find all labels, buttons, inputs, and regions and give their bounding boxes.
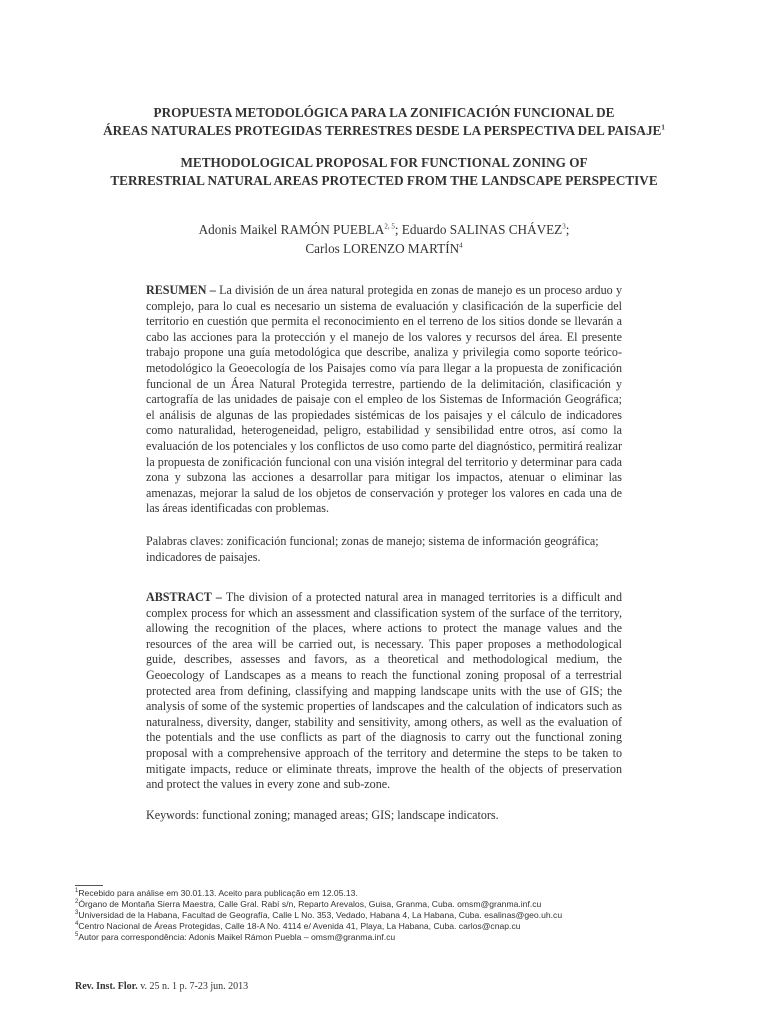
author-3-name: Carlos LORENZO MARTÍN xyxy=(305,241,460,256)
footnote-mark: 5 xyxy=(75,932,79,939)
footnotes xyxy=(75,888,695,943)
footnote-4 xyxy=(75,921,695,932)
author-line-1 xyxy=(60,220,708,239)
title-english xyxy=(60,154,708,190)
footnote-divider xyxy=(75,885,103,886)
footnote-1 xyxy=(75,888,695,899)
footnote-text: Universidad de la Habana, Facultad de Geografía, Calle L No. 353, Vedado, Habana 4, La Habana, Cuba. esalinas@geo.uh.cu xyxy=(78,910,563,920)
author-3-affiliation-marks: 4 xyxy=(459,241,463,250)
footnote-text: Autor para correspondência: Adonis Maikel Rámon Puebla – omsm@granma.inf.cu xyxy=(78,932,396,942)
footnote-mark: 4 xyxy=(75,921,79,928)
author-separator: ; xyxy=(565,222,570,237)
footnote-3 xyxy=(75,910,695,921)
journal-citation: v. 25 n. 1 p. 7-23 jun. 2013 xyxy=(140,981,249,992)
author-1-name: Adonis Maikel RAMÓN PUEBLA xyxy=(198,222,385,237)
footnote-text: Centro Nacional de Áreas Protegidas, Calle 18-A No. 4114 e/ Avenida 41, Playa, La Habana, Cuba. carlos@cnap.cu xyxy=(78,921,521,931)
footnote-5 xyxy=(75,932,695,943)
author-1-affiliation-marks: 2, 5 xyxy=(384,222,395,231)
title-footnote-mark: 1 xyxy=(661,123,665,132)
author-2-name: ; Eduardo SALINAS CHÁVEZ xyxy=(394,222,563,237)
author-line-2 xyxy=(60,239,708,258)
journal-name: Rev. Inst. Flor. xyxy=(75,981,138,992)
title-spanish xyxy=(60,104,708,140)
resumen-paragraph xyxy=(146,283,622,517)
resumen-text: La división de un área natural protegida en zonas de manejo es un proceso arduo y complejo, para lo cual es necesario un sistema de evaluación y clasificación de la superficie del territorio en cuestión que permita el reconocimiento en el terreno de los sitios donde se llevarán a cabo las acciones para la protección y el manejo de los valores y recursos del área. El presente trabajo propone una guía metodológica que describe, analiza y privilegia como soporte teórico-metodológico la Geoecología de los Paisajes como vía para llegar a la propuesta de zonificación funcional de un Área Natural Protegida terrestre, partiendo de la delimitación, clasificación y cartografía de las unidades de paisaje con el empleo de los Sistemas de Información Geográfica; el análisis de algunas de las propiedades sistémicas de los paisajes y el cálculo de indicadores como naturalidad, heterogeneidad, peligro, estabilidad y sensibilidad entre otros, así como la evaluación de los potenciales y los conflictos de uso como parte del diagnóstico, permitirá realizar la propuesta de zonificación funcional con una visión integral del territorio y determinar para cada zona y subzona las acciones a desarrollar para mitigar los impactos, atenuar o eliminar las amenazas, mejorar la salud de los objetos de conservación y proteger los valores en cada una de las áreas identificadas con problemas. xyxy=(146,283,623,516)
author-2-affiliation-marks: 3 xyxy=(562,222,566,231)
author-list xyxy=(60,220,708,258)
footnote-text: Recebido para análise em 30.01.13. Aceito para publicação em 12.05.13. xyxy=(78,888,358,898)
title-english-line-2: TERRESTRIAL NATURAL AREAS PROTECTED FROM THE LANDSCAPE PERSPECTIVE xyxy=(110,173,658,188)
keywords-english: Keywords: functional zoning; managed areas; GIS; landscape indicators. xyxy=(146,808,499,822)
abstract-label: ABSTRACT – xyxy=(146,590,222,604)
footnote-mark: 2 xyxy=(75,899,79,906)
abstract-text: The division of a protected natural area in managed territories is a difficult and complex process for which an assessment and classification system of the surface of the territory, allowing the recognition of the places, where actions to protect the manage values and the resources of the area will be carried out, is necessary. This paper proposes a methodological guide, describes, assesses and favors, as a theoretical and methodological medium, the Geoecology of Landscapes as a means to reach the functional zoning proposal of a terrestrial protected area from defining, classifying and mapping landscape units with the use of GIS; the analysis of some of the systemic properties of landscapes and the calculation of indicators such as naturalness, diversity, danger, stability and sensitivity, among others, as well as the evaluation of the potentials and the use conflicts as part of the diagnosis to carry out the functional zoning proposal with a comprehensive approach of the territory and determine the steps to be taken to mitigate impacts, reduce or eliminate threats, improve the health of the objects of preservation and protect the values in every zone and sub-zone. xyxy=(146,590,622,792)
title-english-line-1: METHODOLOGICAL PROPOSAL FOR FUNCTIONAL ZONING OF xyxy=(180,155,588,170)
title-spanish-line-2 xyxy=(60,122,708,140)
title-spanish-line-2-text: ÁREAS NATURALES PROTEGIDAS TERRESTRES DESDE LA PERSPECTIVA DEL PAISAJE xyxy=(103,123,662,138)
footnote-2 xyxy=(75,899,695,910)
keywords-spanish: Palabras claves: zonificación funcional; zonas de manejo; sistema de información geográfica; indicadores de paisajes. xyxy=(146,534,599,564)
resumen-label: RESUMEN – xyxy=(146,283,216,297)
title-spanish-line-1: PROPUESTA METODOLÓGICA PARA LA ZONIFICACIÓN FUNCIONAL DE xyxy=(153,105,615,120)
footnote-mark: 3 xyxy=(75,910,79,917)
abstract-paragraph xyxy=(146,590,622,793)
footnote-text: Órgano de Montaña Sierra Maestra, Calle Gral. Rabí s/n, Reparto Arevalos, Guisa, Granma, Cuba. omsm@granma.inf.cu xyxy=(78,899,542,909)
footnote-mark: 1 xyxy=(75,888,79,895)
page-footer xyxy=(75,981,248,992)
